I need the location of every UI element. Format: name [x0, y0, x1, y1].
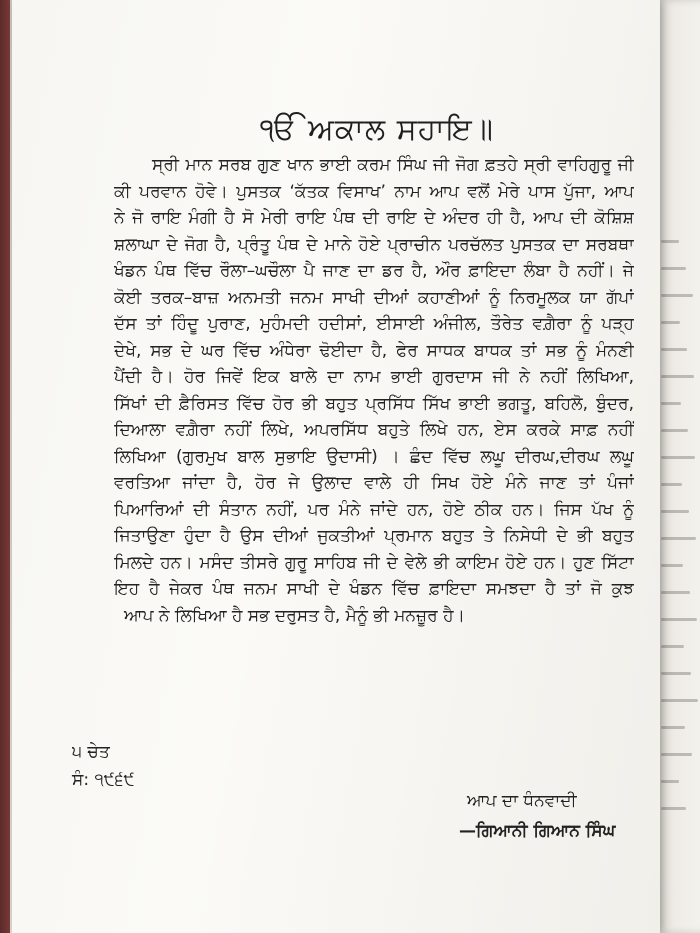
adjacent-page-text-mark	[661, 672, 691, 675]
body-line: ਦਿਆਲਾ ਵਗ਼ੈਰਾ ਨਹੀਂ ਲਿਖੇ, ਅਪਰਸਿੱਧ ਬਹੁਤੇ ਲਿਖੇ ਹਨ, ਏਸ ਕਰਕੇ ਸਾਫ਼ ਨਹੀਂ	[114, 420, 634, 440]
letter-body	[114, 152, 634, 629]
body-line: ਦੇਖੇ, ਸਭ ਦੇ ਘਰ ਵਿੱਚ ਅੰਧੇਰਾ ਢੋਈਦਾ ਹੈ, ਫੇਰ ਸਾਧਕ ਬਾਧਕ ਤਾਂ ਸਭ ਨੂੰ ਮੰਨਣੀ	[114, 340, 634, 361]
adjacent-page-text-mark	[661, 402, 681, 405]
adjacent-page-text-mark	[661, 375, 694, 378]
body-line: ਸਿੱਖਾਂ ਦੀ ਫ਼ੈਰਿਸਤ ਵਿੱਚ ਹੋਰ ਭੀ ਬਹੁਤ ਪ੍ਰਸਿੱਧ ਸਿੱਖ ਭਾਈ ਭਗਤੂ, ਬਹਿਲੋ, ਬੁੰਦਰ,	[114, 393, 634, 414]
body-line: ਕੀ ਪਰਵਾਨ ਹੋਵੇ। ਪੁਸਤਕ ‘ਕੱਤਕ ਵਿਸਾਖ’ ਨਾਮ ਆਪ ਵਲੋਂ ਮੇਰੇ ਪਾਸ ਪੁੱਜਾ, ਆਪ	[114, 181, 634, 202]
page-title: ੴ ਅਕਾਲ ਸਹਾਇ॥	[260, 112, 494, 147]
adjacent-page-text-mark	[661, 780, 679, 783]
adjacent-page-text-mark	[661, 321, 680, 324]
body-line: ਖੰਡਨ ਪੰਥ ਵਿੱਚ ਰੌਲਾ–ਘਚੌਲਾ ਪੈ ਜਾਣ ਦਾ ਡਰ ਹੈ, ਔਰ ਫ਼ਾਇਦਾ ਲੰਬਾ ਹੈ ਨਹੀਂ। ਜੇ	[114, 261, 634, 281]
adjacent-page-text-mark	[661, 726, 685, 729]
adjacent-page-text-mark	[661, 429, 688, 432]
adjacent-page-text-mark	[661, 267, 686, 270]
body-line: ਮਿਲਦੇ ਹਨ। ਮਸੰਦ ਤੀਸਰੇ ਗੁਰੂ ਸਾਹਿਬ ਜੀ ਦੇ ਵੇਲੇ ਭੀ ਕਾਇਮ ਹੋਏ ਹਨ। ਹੁਣ ਸਿੱਟਾ	[114, 552, 634, 573]
adjacent-page-text-mark	[661, 510, 689, 513]
author-name: —ਗਿਆਨੀ ਗਿਆਨ ਸਿੰਘ	[459, 821, 616, 841]
adjacent-page-text-mark	[661, 294, 693, 297]
date-block	[72, 738, 135, 794]
closing-text: ਆਪ ਦਾ ਧੰਨਵਾਦੀ	[467, 791, 577, 811]
adjacent-page	[655, 0, 700, 933]
adjacent-page-text-mark	[661, 618, 697, 621]
body-line: ਪਿਆਰਿਆਂ ਦੀ ਸੰਤਾਨ ਨਹੀਂ, ਪਰ ਮੰਨੇ ਜਾਂਦੇ ਹਨ, ਹੋਏ ਠੀਕ ਹਨ। ਜਿਸ ਪੱਖ ਨੂੰ	[114, 499, 634, 520]
body-line: ਦੱਸ ਤਾਂ ਹਿੰਦੂ ਪੁਰਾਣ, ਮੁਹੰਮਦੀ ਹਦੀਸਾਂ, ਈਸਾਈ ਅੰਜੀਲ, ਤੌਰੇਤ ਵਗ਼ੈਰਾ ਨੂੰ ਪੜ੍ਹ	[114, 314, 634, 334]
body-line: ਲਿਖਿਆ (ਗੁਰਮੁਖ ਬਾਲ ਸੁਭਾਇ ਉਦਾਸੀ) । ਛੰਦ ਵਿੱਚ ਲਘੂ ਦੀਰਘ,ਦੀਰਘ ਲਘੂ	[114, 446, 634, 467]
book-cover-edge	[0, 0, 10, 933]
body-line: ਵਰਤਿਆ ਜਾਂਦਾ ਹੈ, ਹੋਰ ਜੇ ਉਲਾਦ ਵਾਲੇ ਹੀ ਸਿਖ ਹੋਏ ਮੰਨੇ ਜਾਣ ਤਾਂ ਪੰਜਾਂ	[114, 473, 634, 493]
book-page	[12, 0, 660, 933]
adjacent-page-text-mark	[661, 348, 687, 351]
body-line: ਨੇ ਜੋ ਰਾਇ ਮੰਗੀ ਹੈ ਸੋ ਮੇਰੀ ਰਾਇ ਪੰਥ ਦੀ ਰਾਇ ਦੇ ਅੰਦਰ ਹੀ ਹੈ, ਆਪ ਦੀ ਕੋਸ਼ਿਸ਼	[114, 208, 634, 228]
body-line: ਸ਼ਲਾਘਾ ਦੇ ਜੋਗ ਹੈ, ਪ੍ਰੰਤੂ ਪੰਥ ਦੇ ਮਾਨੇ ਹੋਏ ਪ੍ਰਾਚੀਨ ਪਰਚੱਲਤ ਪੁਸਤਕ ਦਾ ਸਰਬਥਾ	[114, 234, 634, 255]
adjacent-page-text-mark	[661, 456, 695, 459]
adjacent-page-text-mark	[661, 753, 692, 756]
adjacent-page-text-mark	[661, 807, 686, 810]
adjacent-page-text-mark	[661, 564, 683, 567]
adjacent-page-text-mark	[661, 699, 698, 702]
adjacent-page-text-mark	[661, 240, 679, 243]
body-line: ਸ੍ਰੀ ਮਾਨ ਸਰਬ ਗੁਣ ਖਾਨ ਭਾਈ ਕਰਮ ਸਿੰਘ ਜੀ ਜੋਗ ਫ਼ਤਹੇ ਸ੍ਰੀ ਵਾਹਿਗੁਰੂ ਜੀ	[152, 155, 634, 175]
body-line: ਕੋਈ ਤਰਕ–ਬਾਜ਼ ਅਨਮਤੀ ਜਨਮ ਸਾਖੀ ਦੀਆਂ ਕਹਾਣੀਆਂ ਨੂੰ ਨਿਰਮੂਲਕ ਯਾ ਗੱਪਾਂ	[114, 287, 634, 308]
adjacent-page-text-mark	[661, 537, 696, 540]
body-line: ਇਹ ਹੈ ਜੇਕਰ ਪੰਥ ਜਨਮ ਸਾਖੀ ਦੇ ਖੰਡਨ ਵਿੱਚ ਫ਼ਾਇਦਾ ਸਮਝਦਾ ਹੈ ਤਾਂ ਜੋ ਕੁਝ	[114, 579, 634, 599]
adjacent-page-text-mark	[661, 483, 682, 486]
signature-block	[459, 786, 616, 846]
date-day: ੫ ਚੇਤ	[72, 742, 110, 762]
body-line: ਜਿਤਾਉਣਾ ਹੁੰਦਾ ਹੈ ਉਸ ਦੀਆਂ ਜੁਕਤੀਆਂ ਪ੍ਰਮਾਨ ਬਹੁਤ ਤੇ ਨਿਸੇਧੀ ਦੇ ਭੀ ਬਹੁਤ	[114, 526, 634, 546]
adjacent-page-text-mark	[661, 645, 684, 648]
body-line: ਆਪ ਨੇ ਲਿਖਿਆ ਹੈ ਸਭ ਦਰੁਸਤ ਹੈ, ਮੈਨੂੰ ਭੀ ਮਨਜ਼ੂਰ ਹੈ।	[124, 605, 465, 626]
adjacent-page-text-mark	[661, 591, 690, 594]
date-year: ਸੰ: ੧੯੬੯	[72, 770, 135, 790]
body-line: ਪੈਂਦੀ ਹੈ। ਹੋਰ ਜਿਵੇਂ ਇਕ ਬਾਲੇ ਦਾ ਨਾਮ ਭਾਈ ਗੁਰਦਾਸ ਜੀ ਨੇ ਨਹੀਂ ਲਿਖਿਆ,	[114, 367, 634, 387]
